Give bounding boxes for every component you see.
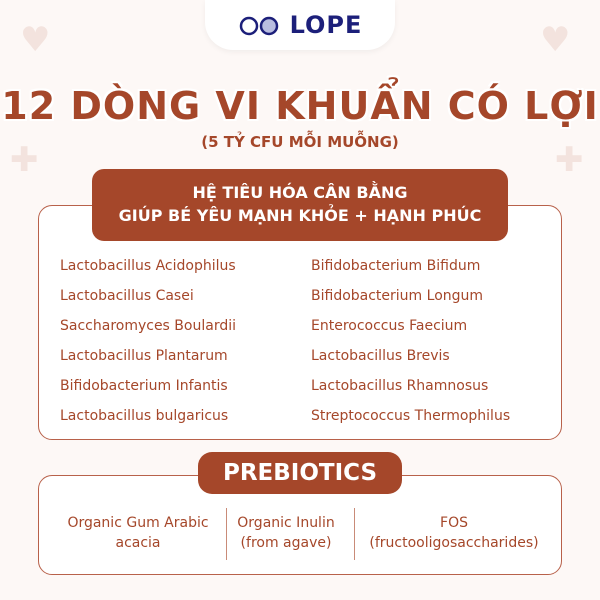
strains-right-list bbox=[311, 256, 510, 436]
list-item: Lactobacillus Rhamnosus bbox=[311, 378, 489, 394]
prebiotic-name: FOS bbox=[440, 515, 468, 531]
list-item: Lactobacillus bulgaricus bbox=[60, 408, 229, 424]
heart-icon: ♥ bbox=[540, 20, 571, 60]
prebiotic-name: Organic Gum Arabic bbox=[67, 515, 209, 531]
list-item: Saccharomyces Boulardii bbox=[60, 318, 236, 334]
list-item: Bifidobacterium Infantis bbox=[60, 378, 228, 394]
prebiotic-item bbox=[226, 513, 346, 553]
list-item: Lactobacillus Acidophilus bbox=[60, 258, 236, 274]
prebiotic-name: Organic Inulin bbox=[237, 515, 335, 531]
banner-line-2: GIÚP BÉ YÊU MẠNH KHỎE + HẠNH PHÚC bbox=[118, 206, 482, 225]
paw-icon: ✚ bbox=[10, 140, 39, 180]
prebiotic-item bbox=[354, 513, 554, 553]
list-item: Lactobacillus Casei bbox=[60, 288, 194, 304]
prebiotics-heading: PREBIOTICS bbox=[198, 452, 402, 494]
benefit-banner bbox=[92, 169, 508, 241]
page-title: 12 DÒNG VI KHUẨN CÓ LỢI bbox=[1, 84, 599, 128]
prebiotic-detail: (from agave) bbox=[240, 535, 332, 551]
prebiotic-item bbox=[48, 513, 228, 553]
heart-icon: ♥ bbox=[20, 20, 51, 60]
list-item: Lactobacillus Brevis bbox=[311, 348, 450, 364]
banner-line-1: HỆ TIÊU HÓA CÂN BẰNG bbox=[192, 183, 408, 202]
list-item: Enterococcus Faecium bbox=[311, 318, 468, 334]
list-item: Streptococcus Thermophilus bbox=[311, 408, 511, 424]
list-item: Bifidobacterium Longum bbox=[311, 288, 484, 304]
subtitle: (5 TỶ CFU MỖI MUỖNG) bbox=[201, 133, 399, 151]
prebiotic-detail: (fructooligosaccharides) bbox=[369, 535, 539, 551]
paw-icon: ✚ bbox=[555, 140, 584, 180]
logo bbox=[205, 0, 395, 50]
prebiotic-detail: acacia bbox=[115, 535, 161, 551]
logo-text: LOPE bbox=[289, 11, 363, 39]
pet-logo-icon bbox=[238, 14, 282, 36]
list-item: Bifidobacterium Bifidum bbox=[311, 258, 481, 274]
list-item: Lactobacillus Plantarum bbox=[60, 348, 228, 364]
strains-left-list bbox=[60, 256, 236, 436]
